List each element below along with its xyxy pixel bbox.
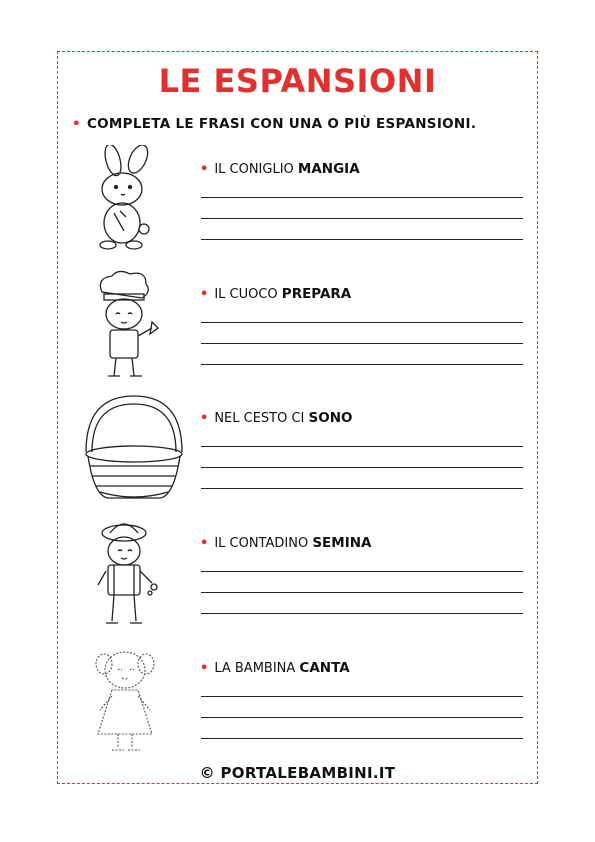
- answer-line[interactable]: [201, 467, 523, 468]
- page-title: LE ESPANSIONI: [158, 62, 437, 100]
- exercise-item-2: [80, 270, 530, 390]
- bullet: •: [72, 116, 81, 132]
- exercise-item-1: [80, 145, 530, 265]
- answer-line[interactable]: [201, 613, 523, 614]
- answer-line[interactable]: [201, 197, 523, 198]
- answer-line[interactable]: [201, 738, 523, 739]
- prompt-3: • NEL CESTO CI SONO: [200, 410, 353, 426]
- answer-line[interactable]: [201, 446, 523, 447]
- answer-line[interactable]: [201, 696, 523, 697]
- chef-illustration: [80, 270, 190, 380]
- instruction: [72, 116, 476, 132]
- instruction-text: COMPLETA LE FRASI CON UNA O PIÙ ESPANSIONI.: [86, 116, 477, 132]
- answer-line[interactable]: [201, 239, 523, 240]
- answer-line[interactable]: [201, 571, 523, 572]
- answer-line[interactable]: [201, 592, 523, 593]
- prompt-1: • IL CONIGLIO MANGIA: [200, 161, 360, 177]
- answer-line[interactable]: [201, 218, 523, 219]
- copyright-footer: © PORTALEBAMBINI.IT: [199, 764, 396, 782]
- rabbit-illustration: [80, 145, 190, 255]
- prompt-4: • IL CONTADINO SEMINA: [200, 535, 372, 551]
- girl-illustration: [80, 644, 190, 754]
- answer-line[interactable]: [201, 343, 523, 344]
- answer-line[interactable]: [201, 717, 523, 718]
- exercise-item-3: [80, 394, 530, 514]
- answer-line[interactable]: [201, 488, 523, 489]
- basket-illustration: [80, 394, 190, 504]
- answer-line[interactable]: [201, 322, 523, 323]
- prompt-2: • IL CUOCO PREPARA: [200, 286, 352, 302]
- prompt-5: • LA BAMBINA CANTA: [200, 660, 350, 676]
- farmer-illustration: [80, 519, 190, 629]
- exercise-item-4: [80, 519, 530, 639]
- answer-line[interactable]: [201, 364, 523, 365]
- exercise-item-5: [80, 644, 530, 764]
